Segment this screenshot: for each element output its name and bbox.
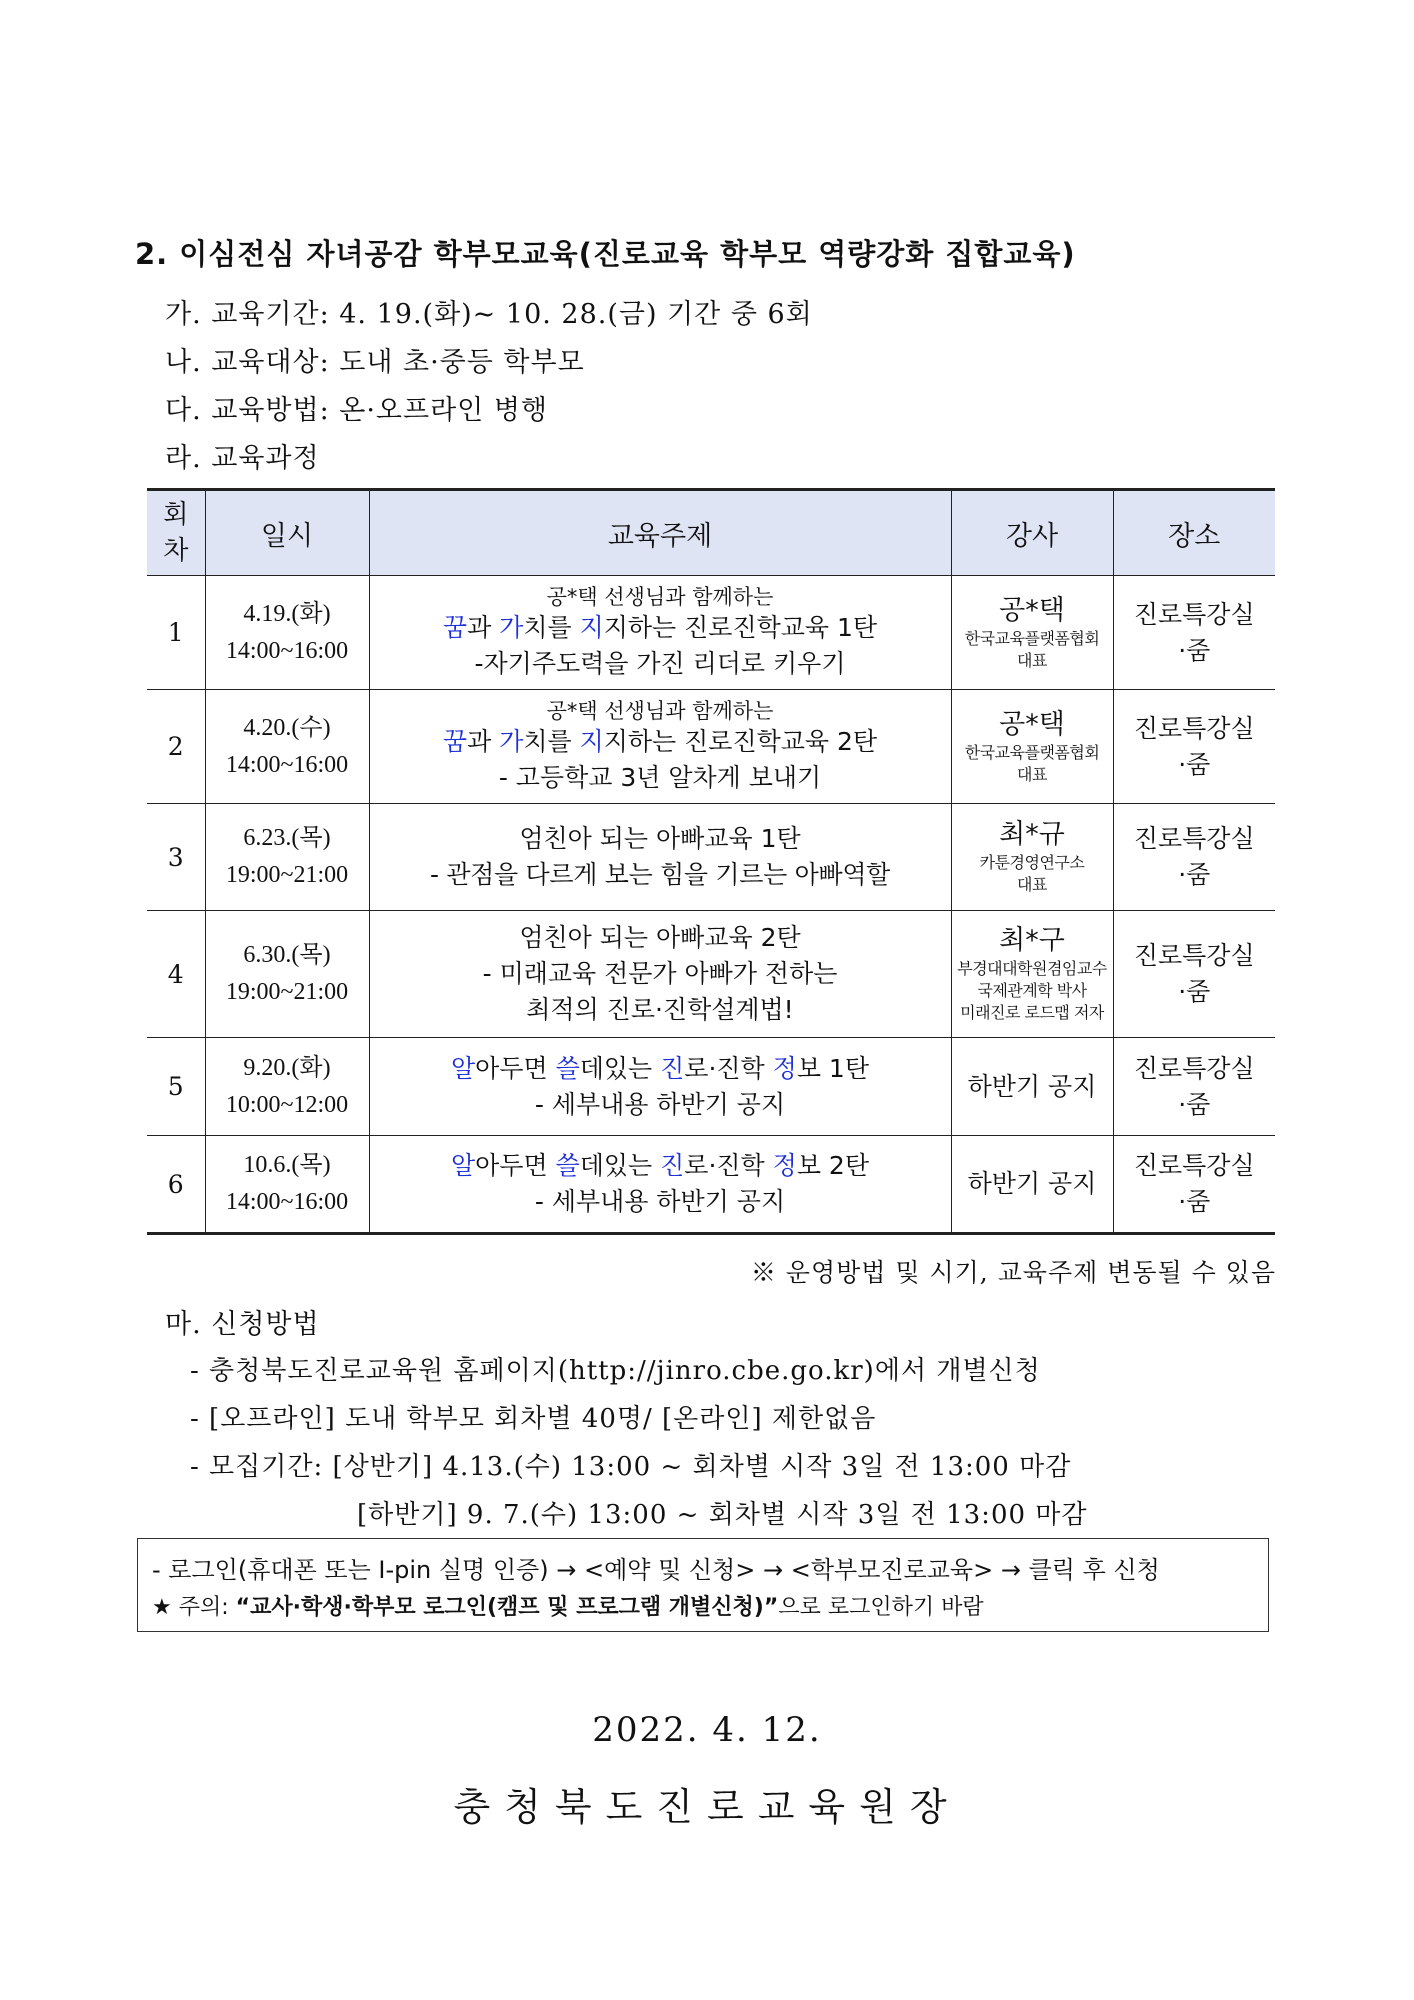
info-target: 나. 교육대상: 도내 초·중등 학부모 [165,347,585,378]
topic-highlight: 알아두면 쓸데있는 진로·진학 정보 2탄 [451,1151,869,1180]
info-period: 가. 교육기간: 4. 19.(화)~ 10. 28.(금) 기간 중 6회 [165,299,813,330]
topic-highlight: 꿈과 가치를 지지하는 진로진학교육 2탄 [442,726,878,756]
row-datetime: 10.6.(목) 14:00~16:00 [205,1136,369,1234]
table-header-row [147,490,1275,576]
issuer-org: 충청북도진로교육원장 [453,1785,961,1829]
row-datetime: 9.20.(화) 10:00~12:00 [205,1038,369,1136]
row-lecturer: 하반기 공지 [951,1038,1113,1136]
apply-line-homepage: - 충청북도진로교육원 홈페이지(http://jinro.cbe.go.kr)에서 개별신청 [190,1356,1041,1386]
section-title: 2. 이심전심 자녀공감 학부모교육(진로교육 학부모 역량강화 집합교육) [135,237,1076,271]
header-place: 장소 [1113,490,1275,576]
row-lecturer: 공*택 한국교육플랫폼협회 대표 [951,690,1113,804]
row-no: 2 [147,690,205,804]
table-row [147,1136,1275,1234]
row-topic: 알아두면 쓸데있는 진로·진학 정보 2탄 - 세부내용 하반기 공지 [369,1136,951,1234]
header-topic: 교육주제 [369,490,951,576]
row-datetime: 6.30.(목) 19:00~21:00 [205,911,369,1038]
issue-date: 2022. 4. 12. [592,1710,822,1750]
row-no: 5 [147,1038,205,1136]
login-guide-steps: - 로그인(휴대폰 또는 I-pin 실명 인증) → <예약 및 신청> → <학부모진로교육> → 클릭 후 신청 [152,1556,1160,1584]
topic-highlight: 알아두면 쓸데있는 진로·진학 정보 1탄 [451,1053,869,1083]
row-lecturer: 최*구 부경대대학원겸임교수 국제관계학 박사 미래진로 로드맵 저자 [951,911,1113,1038]
header-no: 회차 [147,490,205,576]
table-row [147,690,1275,804]
apply-line-period-second: [하반기] 9. 7.(수) 13:00 ~ 회차별 시작 3일 전 13:00 마감 [357,1500,1088,1530]
course-table [147,488,1275,1235]
apply-title: 마. 신청방법 [165,1309,320,1340]
topic-highlight: 꿈과 가치를 지지하는 진로진학교육 1탄 [442,612,878,642]
row-datetime: 6.23.(목) 19:00~21:00 [205,804,369,911]
row-place: 진로특강실 ·줌 [1113,911,1275,1038]
table-row [147,576,1275,690]
row-lecturer: 최*규 카툰경영연구소 대표 [951,804,1113,911]
apply-line-period-first: - 모집기간: [상반기] 4.13.(수) 13:00 ~ 회차별 시작 3일 전 13:00 마감 [190,1452,1072,1482]
apply-line-capacity: - [오프라인] 도내 학부모 회차별 40명/ [온라인] 제한없음 [190,1404,877,1434]
row-topic: 엄친아 되는 아빠교육 2탄 - 미래교육 전문가 아빠가 전하는 최적의 진로·진학설계법! [369,911,951,1038]
row-topic: 공*택 선생님과 함께하는 꿈과 가치를 지지하는 진로진학교육 2탄 - 고등학교 3년 알차게 보내기 [369,690,951,804]
table-row [147,804,1275,911]
row-no: 1 [147,576,205,690]
row-datetime: 4.19.(화) 14:00~16:00 [205,576,369,690]
change-notice: ※ 운영방법 및 시기, 교육주제 변동될 수 있음 [750,1258,1276,1287]
table-row [147,911,1275,1038]
row-lecturer: 하반기 공지 [951,1136,1113,1234]
row-place: 진로특강실 ·줌 [1113,804,1275,911]
login-guide-caution-bold: “교사·학생·학부모 로그인(캠프 및 프로그램 개별신청)” [235,1595,779,1620]
row-no: 3 [147,804,205,911]
row-topic: 엄친아 되는 아빠교육 1탄 - 관점을 다르게 보는 힘을 기르는 아빠역할 [369,804,951,911]
row-place: 진로특강실 ·줌 [1113,1136,1275,1234]
row-topic: 공*택 선생님과 함께하는 꿈과 가치를 지지하는 진로진학교육 1탄 -자기주도력을 가진 리더로 키우기 [369,576,951,690]
header-date: 일시 [205,490,369,576]
info-course: 라. 교육과정 [165,443,320,474]
row-place: 진로특강실 ·줌 [1113,1038,1275,1136]
header-lecturer: 강사 [951,490,1113,576]
login-guide-caution: ★ 주의: “교사·학생·학부모 로그인(캠프 및 프로그램 개별신청)”으로 로그인하기 바람 [152,1595,984,1620]
row-no: 6 [147,1136,205,1234]
info-method: 다. 교육방법: 온·오프라인 병행 [165,395,548,426]
row-place: 진로특강실 ·줌 [1113,690,1275,804]
login-guide-box [137,1538,1269,1632]
table-row [147,1038,1275,1136]
row-datetime: 4.20.(수) 14:00~16:00 [205,690,369,804]
row-no: 4 [147,911,205,1038]
row-lecturer: 공*택 한국교육플랫폼협회 대표 [951,576,1113,690]
row-topic: 알아두면 쓸데있는 진로·진학 정보 1탄 - 세부내용 하반기 공지 [369,1038,951,1136]
row-place: 진로특강실 ·줌 [1113,576,1275,690]
